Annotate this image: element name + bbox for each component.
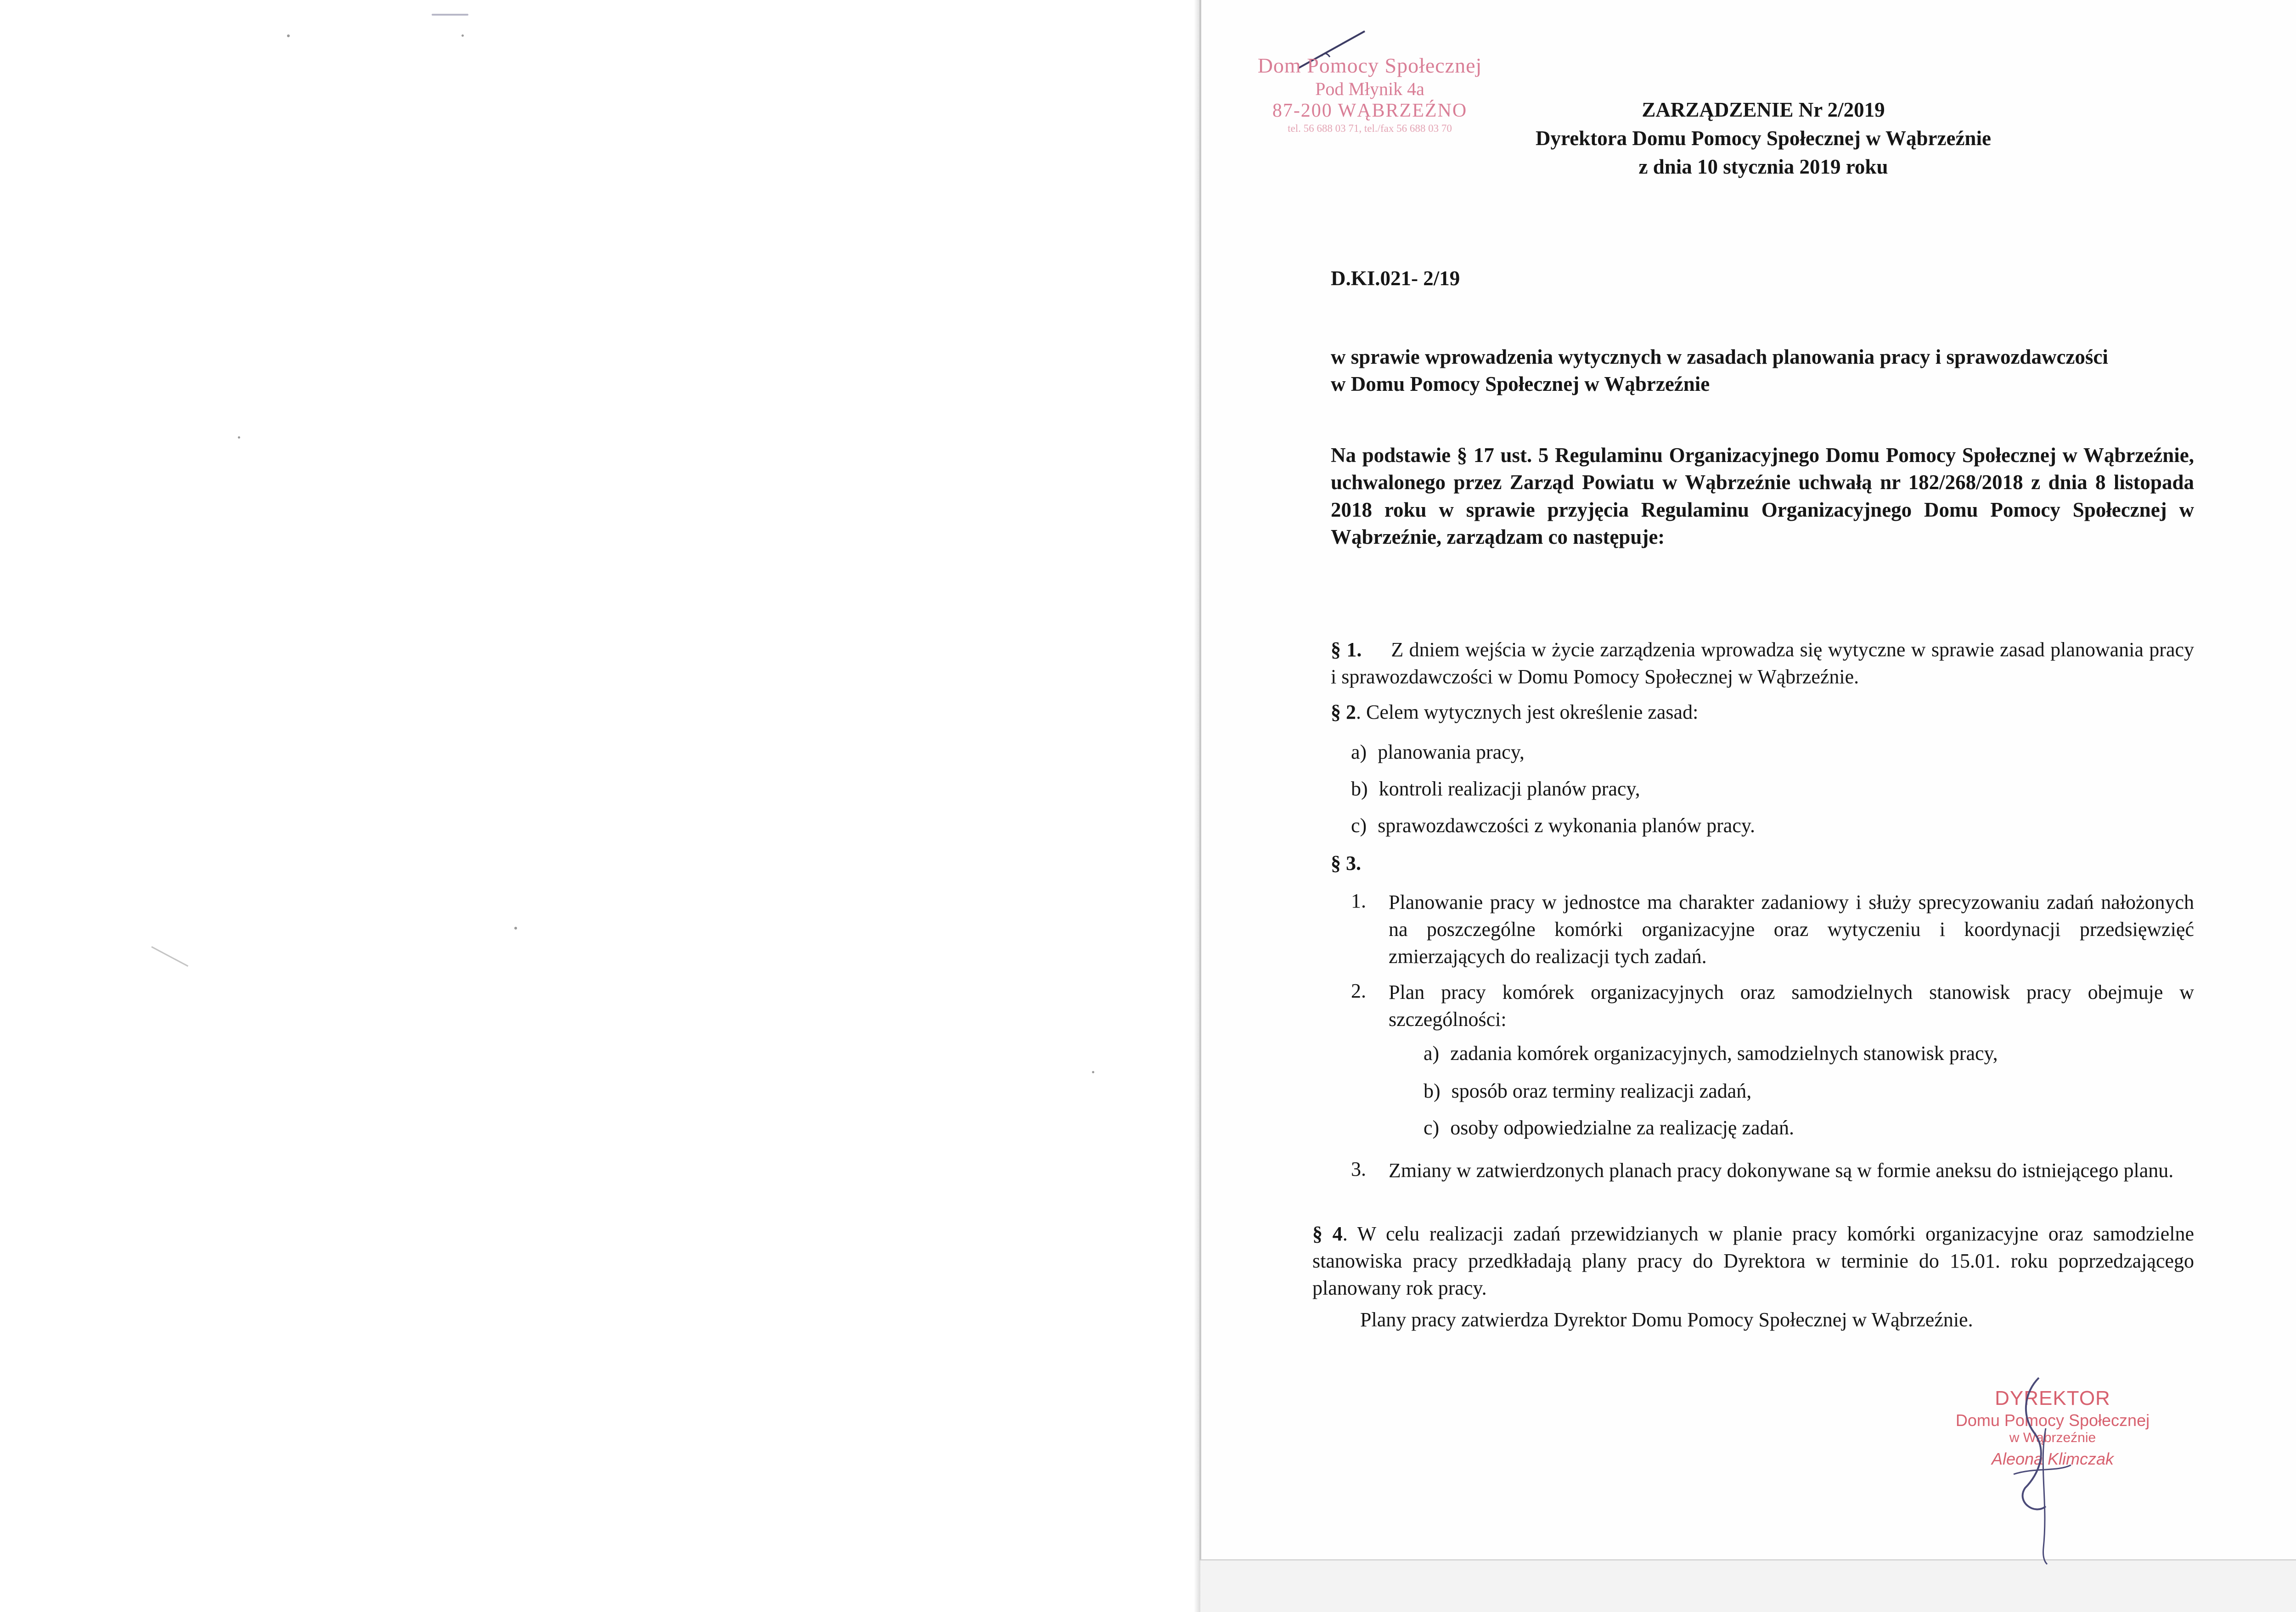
director-stamp-line-2: Domu Pomocy Społecznej bbox=[1955, 1411, 2150, 1430]
section-4 bbox=[1312, 1221, 2194, 1302]
section-2-item-b bbox=[1351, 777, 1640, 800]
director-stamp-title: DYREKTOR bbox=[1995, 1387, 2110, 1409]
section-3-item-1: Planowanie pracy w jednostce ma charakter zadaniowy i służy sprecyzowaniu zadań nałożonych na poszczególne komórki organizacyjne oraz wytyczeniu i koordynacji przedsięwzięć zmierzających do realizacji tych zadań. bbox=[1389, 891, 2194, 968]
document-header bbox=[1451, 96, 2076, 181]
subject-line-2: w Domu Pomocy Społecznej w Wąbrzeźnie bbox=[1331, 372, 1710, 396]
section-1-mark: § 1. bbox=[1331, 638, 1362, 661]
reference-number: D.KI.021- 2/19 bbox=[1331, 267, 1460, 290]
director-stamp-name: Aleona Klimczak bbox=[1991, 1449, 2114, 1468]
section-2-text: . Celem wytycznych jest określenie zasad: bbox=[1356, 701, 1699, 723]
section-3-subitem-a bbox=[1424, 1042, 1998, 1065]
list-marker: 1. bbox=[1351, 890, 1366, 912]
section-2-item-a bbox=[1351, 740, 1525, 764]
section-2-mark: § 2 bbox=[1331, 701, 1356, 723]
section-2 bbox=[1331, 699, 2194, 726]
list-item-text: planowania pracy, bbox=[1378, 741, 1525, 763]
handwritten-signature bbox=[1970, 1364, 2108, 1566]
director-stamp-line-3: w Wąbrzeźnie bbox=[2009, 1430, 2096, 1445]
section-3-subitem-b bbox=[1424, 1079, 1751, 1103]
section-3-subitem-c bbox=[1424, 1116, 1794, 1139]
scan-speck bbox=[238, 436, 240, 439]
section-1 bbox=[1331, 637, 2194, 691]
scan-speck bbox=[287, 34, 290, 37]
document-title: ZARZĄDZENIE Nr 2/2019 bbox=[1642, 98, 1885, 121]
section-3-item-3: Zmiany w zatwierdzonych planach pracy dokonywane są w formie aneksu do istniejącego planu. bbox=[1389, 1159, 2174, 1182]
scan-speck bbox=[1092, 1071, 1094, 1073]
list-item-text: sprawozdawczości z wykonania planów pracy. bbox=[1378, 814, 1756, 837]
stamp-line-1: Dom Pomocy Społecznej bbox=[1257, 54, 1482, 77]
list-item-text: sposób oraz terminy realizacji zadań, bbox=[1451, 1080, 1752, 1102]
stamp-line-4: tel. 56 688 03 71, tel./fax 56 688 03 70 bbox=[1288, 123, 1452, 134]
scan-speck bbox=[514, 927, 517, 930]
scan-hairline bbox=[151, 946, 188, 967]
list-item-text: zadania komórek organizacyjnych, samodzielnych stanowisk pracy, bbox=[1450, 1042, 1998, 1065]
list-marker: b) bbox=[1351, 778, 1368, 800]
list-marker: 3. bbox=[1351, 1158, 1366, 1180]
document-date: z dnia 10 stycznia 2019 roku bbox=[1638, 155, 1888, 179]
list-marker: b) bbox=[1424, 1080, 1441, 1102]
list-item-text: osoby odpowiedzialne za realizację zadań. bbox=[1450, 1116, 1795, 1139]
stamp-line-3: 87-200 WĄBRZEŹNO bbox=[1272, 100, 1468, 121]
document-subject bbox=[1331, 344, 2194, 398]
section-4-mark: § 4 bbox=[1312, 1223, 1343, 1245]
scan-speck bbox=[461, 34, 464, 37]
list-marker: a) bbox=[1351, 741, 1367, 763]
stamp-line-2: Pod Młynik 4a bbox=[1315, 79, 1424, 99]
list-marker: c) bbox=[1351, 814, 1367, 837]
list-marker: c) bbox=[1424, 1116, 1440, 1139]
list-marker: a) bbox=[1424, 1042, 1440, 1065]
section-4-closing: Plany pracy zatwierdza Dyrektor Domu Pomocy Społecznej w Wąbrzeźnie. bbox=[1360, 1308, 1973, 1331]
legal-basis: Na podstawie § 17 ust. 5 Regulaminu Organizacyjnego Domu Pomocy Społecznej w Wąbrzeźnie, uchwalonego przez Zarząd Powiatu w Wąbrzeźnie uchwałą nr 182/268/2018 z dnia 8 listopada 2018 roku w sprawie przyjęcia Regulaminu Organizacyjnego Domu Pomocy Społecznej w Wąbrzeźnie, zarządzam co następuje: bbox=[1331, 444, 2194, 549]
document-issuer: Dyrektora Domu Pomocy Społecznej w Wąbrzeźnie bbox=[1536, 127, 1991, 150]
list-marker: 2. bbox=[1351, 980, 1366, 1002]
section-4-text: . W celu realizacji zadań przewidzianych w planie pracy komórki organizacyjne oraz samodzielne stanowiska pracy przedkładają plany pracy do Dyrektora w terminie do 15.01. roku poprzedzającego planowany rok pracy. bbox=[1312, 1223, 2194, 1299]
section-3-mark: § 3. bbox=[1331, 852, 1361, 874]
list-item-text: kontroli realizacji planów pracy, bbox=[1379, 778, 1640, 800]
scan-speck bbox=[432, 14, 468, 16]
section-3-item-2: Plan pracy komórek organizacyjnych oraz samodzielnych stanowisk pracy obejmuje w szczególności: bbox=[1389, 981, 2194, 1031]
subject-line-1: w sprawie wprowadzenia wytycznych w zasadach planowania pracy i sprawozdawczości bbox=[1331, 345, 2108, 368]
section-1-text: Z dniem wejścia w życie zarządzenia wprowadza się wytyczne w sprawie zasad planowania pracy i sprawozdawczości w Domu Pomocy Społecznej w Wąbrzeźnie. bbox=[1331, 638, 2195, 688]
section-2-item-c bbox=[1351, 814, 1755, 837]
